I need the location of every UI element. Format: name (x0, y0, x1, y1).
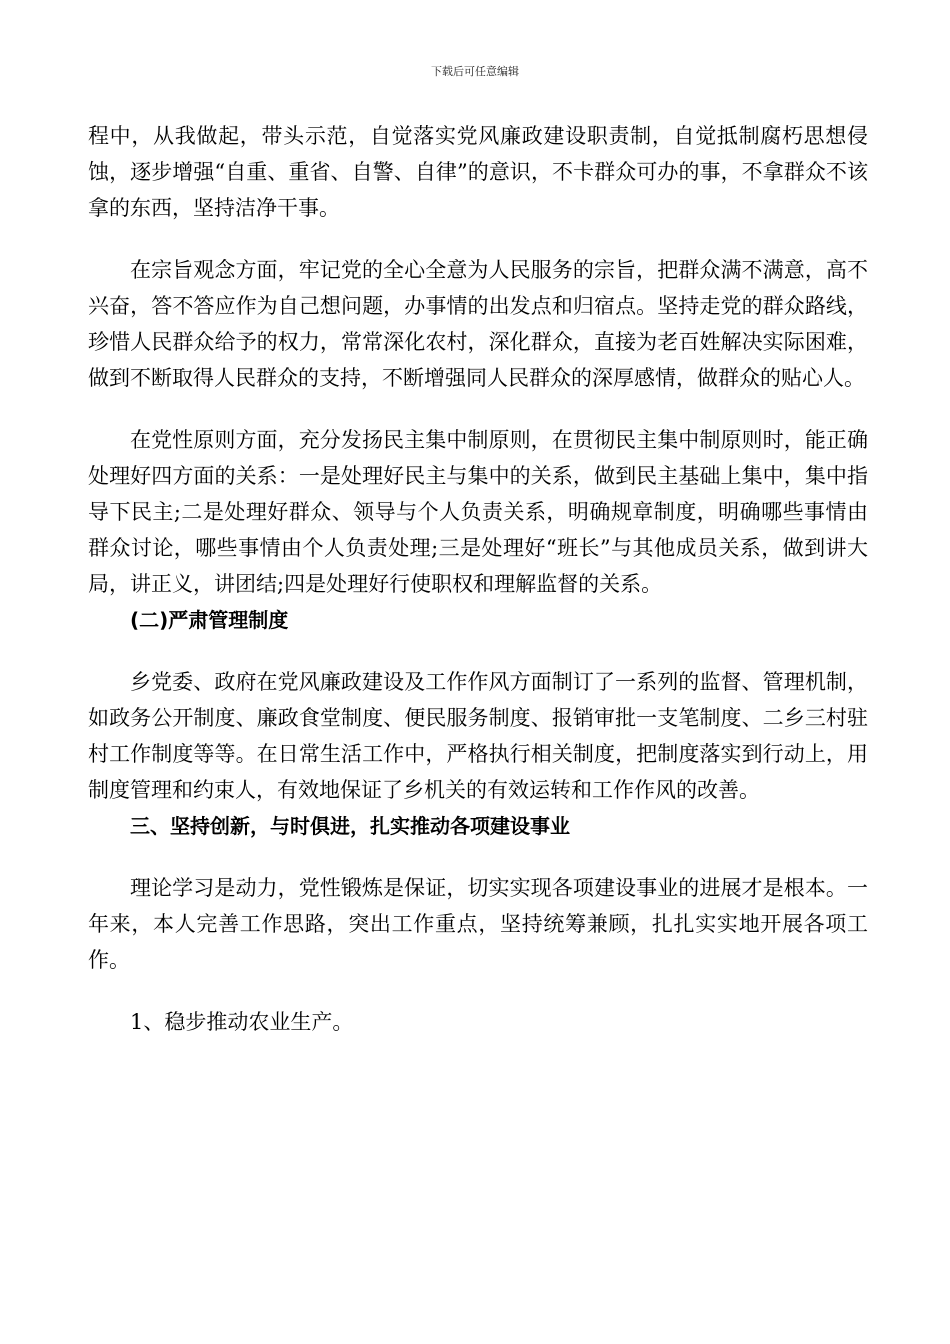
paragraph-continuation: 程中，从我做起，带头示范，自觉落实党风廉政建设职责制，自觉抵制腐朽思想侵蚀，逐步增强“自重、重省、自警、自律”的意识，不卡群众可办的事，不拿群众不该拿的东西，坚持洁净干事。 (88, 124, 868, 220)
page-header-note: 下载后可任意编辑 (431, 65, 519, 78)
paragraph-innovation: 理论学习是动力，党性锻炼是保证，切实实现各项建设事业的进展才是根本。一年来，本人完善工作思路，突出工作重点，坚持统筹兼顾，扎扎实实地开展各项工作。 (88, 876, 868, 972)
document-body (88, 118, 868, 1040)
section-heading-innovation: 三、坚持创新，与时俱进，扎实推动各项建设事业 (130, 814, 570, 838)
paragraph-management: 乡党委、政府在党风廉政建设及工作作风方面制订了一系列的监督、管理机制，如政务公开制度、廉政食堂制度、便民服务制度、报销审批一支笔制度、二乡三村驻村工作制度等等。在日常生活工作中，严格执行相关制度，把制度落实到行动上，用制度管理和约束人，有效地保证了乡机关的有效运转和工作作风的改善。 (88, 670, 868, 802)
list-item-agriculture: 1、稳步推动农业生产。 (130, 1010, 354, 1034)
section-heading-management: (二)严肃管理制度 (130, 608, 289, 632)
paragraph-party-principle: 在党性原则方面，充分发扬民主集中制原则，在贯彻民主集中制原则时，能正确处理好四方面的关系：一是处理好民主与集中的关系，做到民主基础上集中，集中指导下民主;二是处理好群众、领导与个人负责关系，明确规章制度，明确哪些事情由群众讨论，哪些事情由个人负责处理;三是处理好“班长”与其他成员关系，做到讲大局，讲正义，讲团结;四是处理好行使职权和理解监督的关系。 (88, 428, 868, 596)
paragraph-purpose: 在宗旨观念方面，牢记党的全心全意为人民服务的宗旨，把群众满不满意，高不兴奋，答不答应作为自己想问题，办事情的出发点和归宿点。坚持走党的群众路线，珍惜人民群众给予的权力，常常深化农村，深化群众，直接为老百姓解决实际困难，做到不断取得人民群众的支持，不断增强同人民群众的深厚感情，做群众的贴心人。 (88, 258, 868, 390)
